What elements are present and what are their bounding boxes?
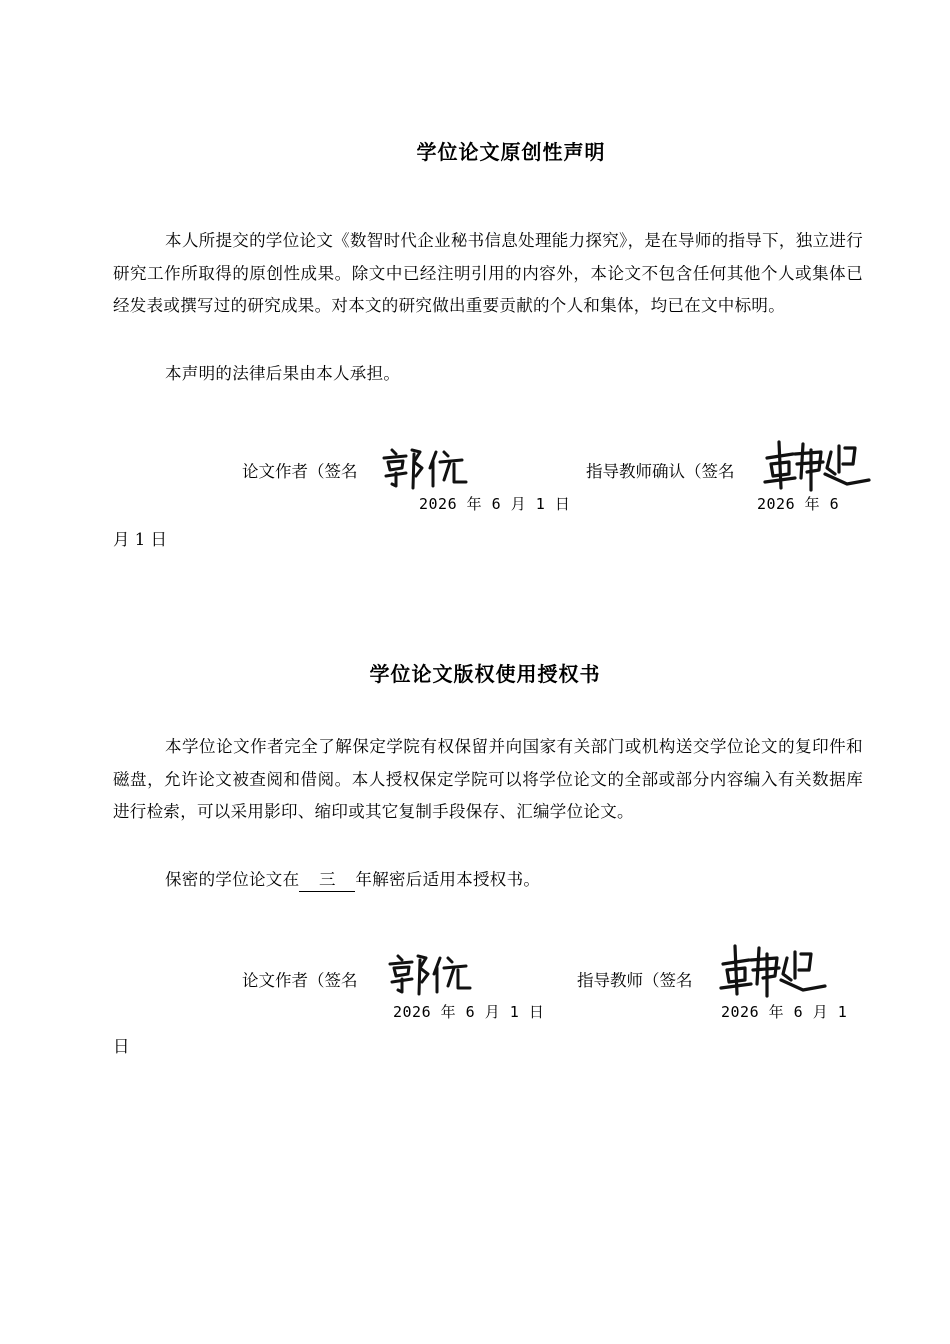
declaration-title: 学位论文原创性声明 bbox=[416, 140, 606, 164]
authorization-advisor-date: 2026 年 6 月 1 bbox=[721, 1003, 848, 1021]
declaration-advisor-date-continued: 月 1 日 bbox=[113, 530, 167, 549]
authorization-advisor-date-continued: 日 bbox=[113, 1037, 130, 1056]
author-signature-1 bbox=[366, 440, 476, 496]
author-signature-2 bbox=[376, 946, 476, 1002]
authorization-paragraph-2 bbox=[113, 864, 863, 897]
authorization-paragraph-1: 本学位论文作者完全了解保定学院有权保留并向国家有关部门或机构送交学位论文的复印件和磁盘，允许论文被查阅和借阅。本人授权保定学院可以将学位论文的全部或部分内容编入有关数据库进行检索，可以采用影印、缩印或其它复制手段保存、汇编学位论文。 bbox=[113, 737, 863, 821]
advisor-signature-2 bbox=[715, 938, 833, 1002]
authorization-author-date: 2026 年 6 月 1 日 bbox=[393, 1003, 545, 1021]
declaration-paragraph-2: 本声明的法律后果由本人承担。 bbox=[165, 364, 401, 383]
declaration-advisor-label: 指导教师确认（签名 bbox=[586, 462, 735, 481]
declaration-author-label: 论文作者（签名 bbox=[242, 462, 358, 481]
declaration-advisor-date: 2026 年 6 bbox=[757, 495, 840, 513]
declaration-author-date: 2026 年 6 月 1 日 bbox=[419, 495, 571, 513]
declaration-paragraph-1: 本人所提交的学位论文《数智时代企业秘书信息处理能力探究》，是在导师的指导下，独立进行研究工作所取得的原创性成果。除文中已经注明引用的内容外，本论文不包含任何其他个人或集体已经发表或撰写过的研究成果。对本文的研究做出重要贡献的个人和集体，均已在文中标明。 bbox=[113, 231, 863, 315]
authorization-advisor-label: 指导教师（签名 bbox=[577, 971, 693, 990]
secret-period-prefix: 保密的学位论文在 bbox=[165, 870, 300, 889]
secret-years-blank: 三 bbox=[299, 869, 355, 892]
authorization-title: 学位论文版权使用授权书 bbox=[369, 662, 601, 686]
secret-period-suffix: 年解密后适用本授权书。 bbox=[355, 870, 541, 889]
authorization-author-label: 论文作者（签名 bbox=[242, 971, 358, 990]
advisor-signature-1 bbox=[759, 434, 875, 496]
